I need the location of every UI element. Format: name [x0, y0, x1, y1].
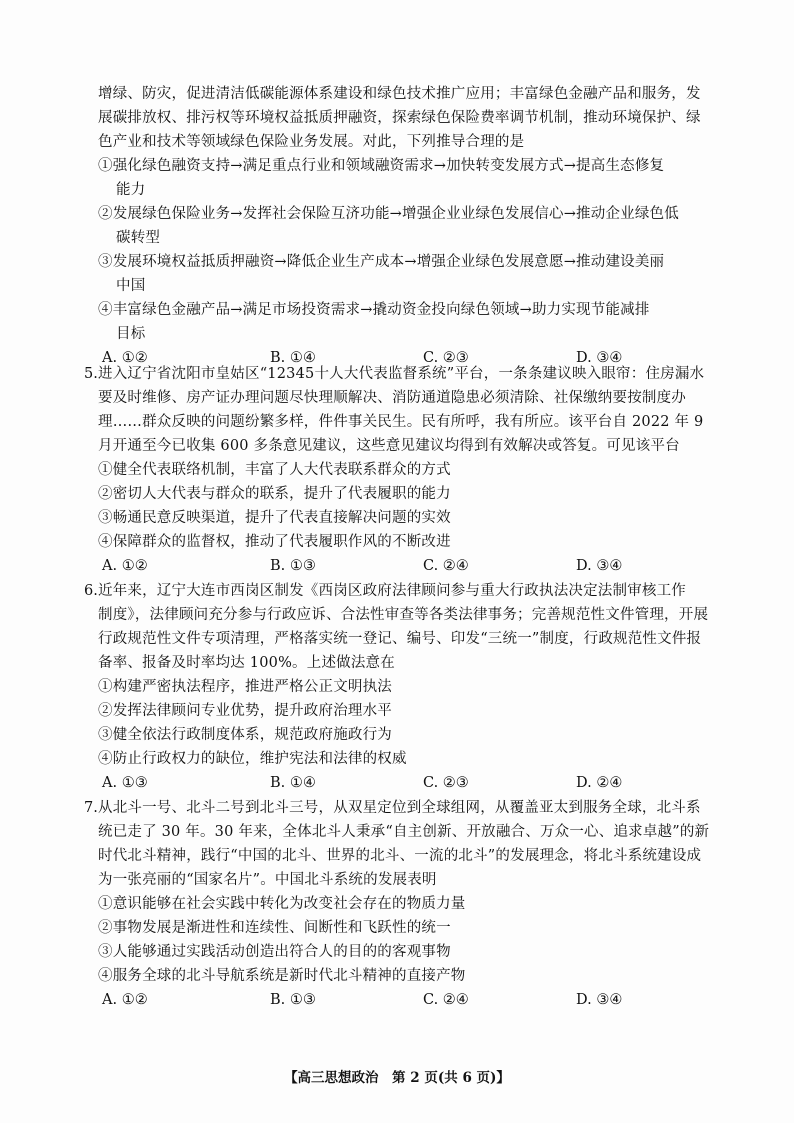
q7-statement-2: ②事物发展是渐进性和连续性、间断性和飞跃性的统一: [98, 920, 451, 936]
q7-option-b[interactable]: B. ①③: [270, 992, 316, 1008]
q4-text-line: 增绿、防灾，促进清洁低碳能源体系建设和绿色技术推广应用；丰富绿色金融产品和服务，发: [98, 86, 701, 102]
q5-text-line: 理……群众反映的问题纷繁多样，件件事关民生。民有所呼，我有所应。该平台自 2022 年 9: [98, 414, 704, 430]
q4-statement-4-cont: 目标: [116, 326, 146, 342]
q5-option-d[interactable]: D. ③④: [576, 558, 623, 574]
q5-text-line: 要及时维修、房产证办理问题尽快理顺解决、消防通道隐患必须清除、社保缴纳要按制度办: [98, 390, 686, 406]
q6-option-a[interactable]: A. ①③: [102, 775, 148, 791]
q4-statement-3: ③发展环境权益抵质押融资→降低企业生产成本→增强企业绿色发展意愿→推动建设美丽: [98, 254, 665, 270]
q6-option-c[interactable]: C. ②③: [423, 775, 469, 791]
q6-statement-2: ②发挥法律顾问专业优势，提升政府治理水平: [98, 703, 392, 719]
q6-text-line: 备率、报备及时率均达 100%。上述做法意在: [98, 655, 395, 671]
q4-statement-2-cont: 碳转型: [116, 230, 161, 246]
q6-statement-3: ③健全依法行政制度体系，规范政府施政行为: [98, 727, 392, 743]
q6-statement-1: ①构建严密执法程序，推进严格公正文明执法: [98, 679, 392, 695]
q7-option-c[interactable]: C. ②④: [423, 992, 469, 1008]
q5-statement-4: ④保障群众的监督权，推动了代表履职作风的不断改进: [98, 534, 451, 550]
q7-statement-3: ③人能够通过实践活动创造出符合人的目的的客观事物: [98, 944, 451, 960]
q4-text-line: 展碳排放权、排污权等环境权益抵质押融资，探索绿色保险费率调节机制，推动环境保护、绿: [98, 110, 701, 126]
q7-option-a[interactable]: A. ①②: [102, 992, 148, 1008]
q6-text-line: 近年来，辽宁大连市西岗区制发《西岗区政府法律顾问参与重大行政执法决定法制审核工作: [98, 583, 686, 599]
q4-option-b[interactable]: B. ①④: [270, 350, 316, 366]
q7-text-line: 时代北斗精神，践行“中国的北斗、世界的北斗、一流的北斗”的发展理念，将北斗系统建设成: [98, 848, 702, 864]
q6-statement-4: ④防止行政权力的缺位，维护宪法和法律的权威: [98, 751, 407, 767]
q5-option-a[interactable]: A. ①②: [102, 558, 148, 574]
q4-option-a[interactable]: A. ①②: [102, 350, 148, 366]
q6-text-line: 行政规范性文件专项清理，严格落实统一登记、编号、印发“三统一”制度，行政规范性文件报: [98, 631, 702, 647]
q5-text-line: 月开通至今已收集 600 多条意见建议，这些意见建议均得到有效解决或答复。可见该平台: [98, 438, 680, 454]
q4-statement-2: ②发展绿色保险业务→发挥社会保险互济功能→增强企业业绿色发展信心→推动企业绿色低: [98, 206, 679, 222]
q5-option-c[interactable]: C. ②④: [423, 558, 469, 574]
q5-statement-2: ②密切人大代表与群众的联系，提升了代表履职的能力: [98, 486, 451, 502]
q4-option-c[interactable]: C. ②③: [423, 350, 469, 366]
q5-statement-3: ③畅通民意反映渠道，提升了代表直接解决问题的实效: [98, 510, 451, 526]
q7-text-line: 为一张亮丽的“国家名片”。中国北斗系统的发展表明: [98, 872, 437, 888]
q6-option-d[interactable]: D. ②④: [576, 775, 623, 791]
q5-statement-1: ①健全代表联络机制，丰富了人大代表联系群众的方式: [98, 462, 451, 478]
page-footer: 【高三思想政治 第 2 页(共 6 页)】: [284, 1070, 510, 1086]
q7-text-line: 统已走了 30 年。30 年来，全体北斗人秉承“自主创新、开放融合、万众一心、追求卓越”的新: [98, 824, 710, 840]
q4-statement-3-cont: 中国: [116, 278, 146, 294]
question-number: 6.: [84, 583, 98, 599]
q4-statement-4: ④丰富绿色金融产品→满足市场投资需求→撬动资金投向绿色领域→助力实现节能减排: [98, 302, 650, 318]
q4-text-line: 色产业和技术等领域绿色保险业务发展。对此，下列推导合理的是: [98, 134, 525, 150]
q4-statement-1: ①强化绿色融资支持→满足重点行业和领域融资需求→加快转变发展方式→提高生态修复: [98, 158, 665, 174]
q7-statement-1: ①意识能够在社会实践中转化为改变社会存在的物质力量: [98, 896, 466, 912]
question-number: 5.: [84, 366, 98, 382]
q6-text-line: 制度》，法律顾问充分参与行政应诉、合法性审查等各类法律事务；完善规范性文件管理，开展: [98, 607, 709, 623]
q4-option-d[interactable]: D. ③④: [576, 350, 623, 366]
q7-text-line: 从北斗一号、北斗二号到北斗三号，从双星定位到全球组网，从覆盖亚太到服务全球，北斗系: [98, 800, 701, 816]
q7-statement-4: ④服务全球的北斗导航系统是新时代北斗精神的直接产物: [98, 968, 466, 984]
q5-option-b[interactable]: B. ①③: [270, 558, 316, 574]
q7-option-d[interactable]: D. ③④: [576, 992, 623, 1008]
q6-option-b[interactable]: B. ①④: [270, 775, 316, 791]
question-number: 7.: [84, 800, 98, 816]
q5-text-line: 进入辽宁省沈阳市皇姑区“12345十人大代表监督系统”平台，一条条建议映入眼帘：住房漏水: [98, 366, 705, 382]
q4-statement-1-cont: 能力: [116, 182, 146, 198]
